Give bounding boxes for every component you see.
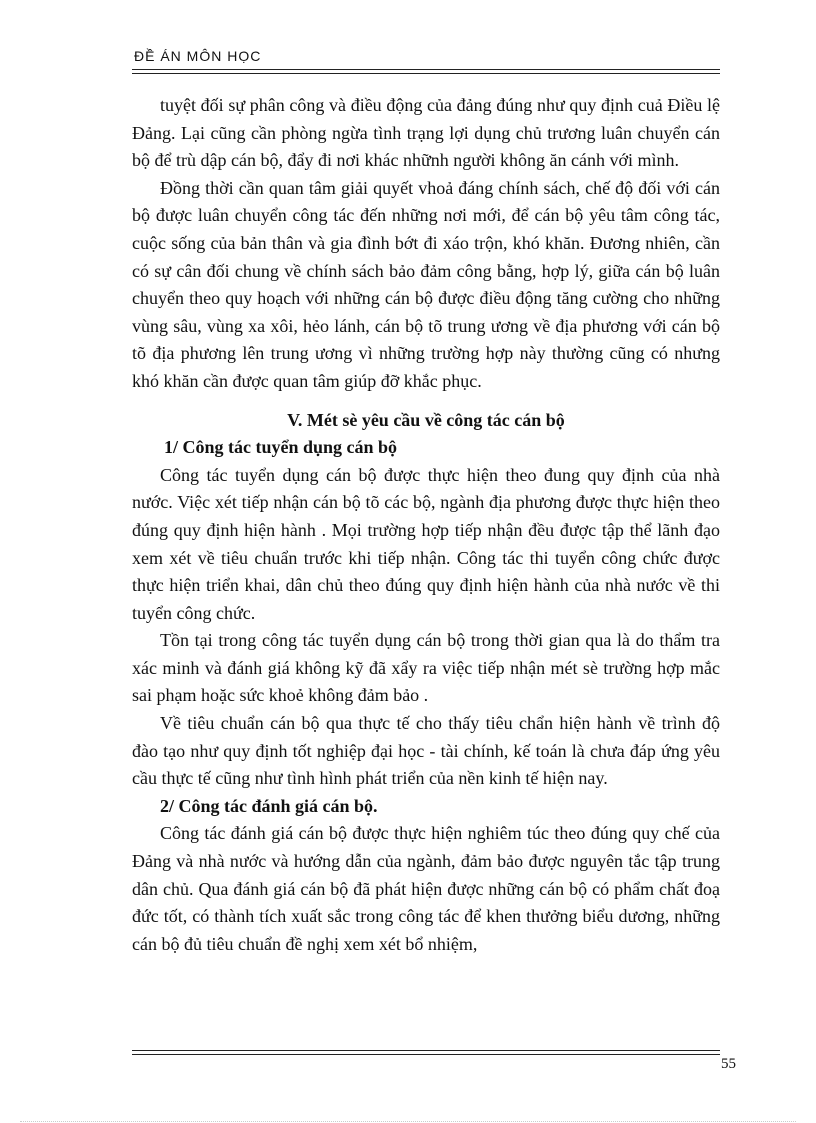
header-rule-bottom (132, 73, 720, 74)
subheading-2: 2/ Công tác đánh giá cán bộ. (160, 795, 378, 816)
document-body (132, 92, 720, 958)
page-number: 55 (721, 1056, 736, 1072)
footer-rule-top (132, 1050, 720, 1051)
header-rule-top (132, 69, 720, 70)
paragraph-4: Tồn tại trong công tác tuyển dụng cán bộ trong thời gian qua là do thẩm tra xác minh và đánh giá không kỹ đã xẩy ra việc tiếp nhận mét sè trường hợp mắc sai phạm hoặc sức khoẻ không đảm bảo . (132, 630, 720, 706)
paragraph-6: Công tác đánh giá cán bộ được thực hiện nghiêm túc theo đúng quy chế của Đảng và nhà nước và hướng dẫn của ngành, đảm bảo được nguyên tắc tập trung dân chủ. Qua đánh giá cán bộ đã phát hiện được những cán bộ có phẩm chất đoạ đức tốt, có thành tích xuất sắc trong công tác để khen thưởng biểu dương, những cán bộ đủ tiêu chuẩn đề nghị xem xét bổ nhiệm, (132, 823, 720, 954)
subheading-1: 1/ Công tác tuyển dụng cán bộ (164, 437, 398, 458)
header-title: ĐỀ ÁN MÔN HỌC (134, 48, 262, 64)
paragraph-2: Đồng thời cần quan tâm giải quyết vhoả đáng chính sách, chế độ đối với cán bộ được luân chuyển công tác đến những nơi mới, để cán bộ yêu tâm công tác, cuộc sống của bản thân và gia đình bớt đi xáo trộn, khó khăn. Đương nhiên, cần có sự cân đối chung về chính sách bảo đảm công bằng, hợp lý, giữa cán bộ luân chuyển theo quy hoạch với những cán bộ được điều động tăng cường cho những vùng sâu, vùng xa xôi, hẻo lánh, cán bộ tõ trung ương về địa phương với cán bộ tõ địa phương lên trung ương vì những trường hợp này thường cũng có nhưng khó khăn cần được quan tâm giúp đỡ khắc phục. (132, 177, 720, 391)
paragraph-1: tuyệt đối sự phân công và điều động của đảng đúng như quy định cuả Điều lệ Đảng. Lại cũng cần phòng ngừa tình trạng lợi dụng chủ trương luân chuyển cán bộ để trù dập cán bộ, đẩy đi nơi khác nhữnh người không ăn cánh với mình. (132, 95, 720, 171)
section-heading-v: V. Mét sè yêu cầu về công tác cán bộ (287, 409, 565, 430)
footer-rule-bottom (132, 1054, 720, 1055)
paragraph-3: Công tác tuyển dụng cán bộ được thực hiện theo đung quy định của nhà nước. Việc xét tiếp nhận cán bộ tõ các bộ, ngành địa phương được thực hiện theo đúng quy định hiện hành . Mọi trường hợp tiếp nhận đều được tập thể lãnh đạo xem xét về tiêu chuẩn trước khi tiếp nhận. Công tác thi tuyển công chức được thực hiện triển khai, dân chủ theo đúng quy định hiện hành của nhà nước về thi tuyển công chức. (132, 464, 720, 623)
page-edge-divider (20, 1121, 796, 1122)
paragraph-5: Về tiêu chuẩn cán bộ qua thực tế cho thấy tiêu chẩn hiện hành về trình độ đào tạo như quy định tốt nghiệp đại học - tài chính, kế toán là chưa đáp ứng yêu cầu thực tế cũng như tình hình phát triển của nền kinh tế hiện nay. (132, 713, 720, 789)
